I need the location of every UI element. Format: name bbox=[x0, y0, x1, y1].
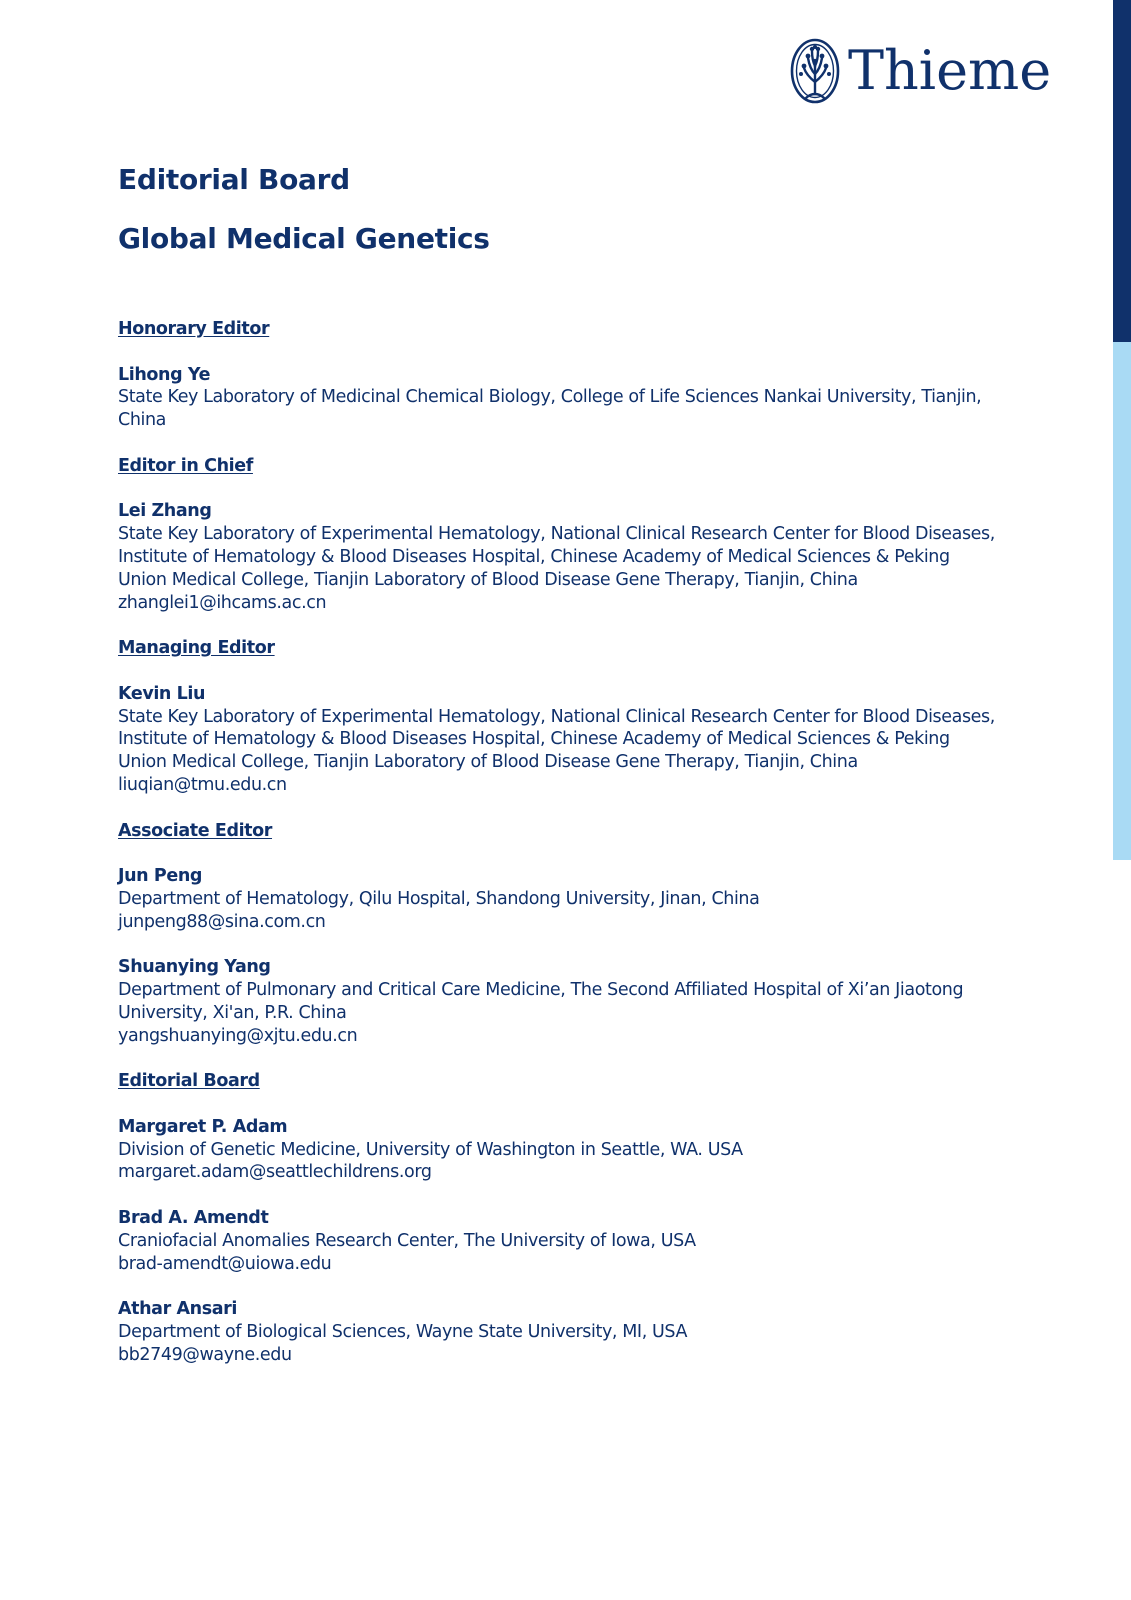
section-editor-in-chief bbox=[118, 455, 998, 615]
section-heading: Managing Editor bbox=[118, 638, 275, 659]
person-email-link[interactable]: junpeng88@sina.com.cn bbox=[118, 911, 326, 932]
person-entry bbox=[118, 364, 998, 432]
publisher-logo bbox=[790, 36, 1051, 106]
page-title: Editorial Board bbox=[118, 163, 350, 196]
person-email-link[interactable]: liuqian@tmu.edu.cn bbox=[118, 774, 287, 795]
side-accent-bar-dark bbox=[1113, 0, 1131, 342]
person-name: Lei Zhang bbox=[118, 501, 212, 522]
person-entry bbox=[118, 1116, 998, 1184]
person-affiliation: State Key Laboratory of Medicinal Chemical Biology, College of Life Sciences Nankai University, Tianjin, China bbox=[118, 387, 982, 431]
person-entry bbox=[118, 500, 998, 614]
person-name: Jun Peng bbox=[118, 866, 203, 887]
section-managing-editor bbox=[118, 637, 998, 797]
person-email-link[interactable]: bb2749@wayne.edu bbox=[118, 1344, 292, 1365]
publisher-wordmark: Thieme bbox=[848, 39, 1052, 102]
person-affiliation: Division of Genetic Medicine, University of Washington in Seattle, WA. USA bbox=[118, 1139, 743, 1160]
person-entry bbox=[118, 1207, 998, 1275]
person-affiliation: Craniofacial Anomalies Research Center, The University of Iowa, USA bbox=[118, 1230, 696, 1251]
editorial-board-list bbox=[118, 318, 998, 1389]
section-heading: Associate Editor bbox=[118, 820, 273, 841]
person-affiliation: Department of Pulmonary and Critical Care Medicine, The Second Affiliated Hospital of Xi’an Jiaotong University, Xi'an, P.R. China bbox=[118, 980, 964, 1023]
person-email-link[interactable]: brad-amendt@uiowa.edu bbox=[118, 1253, 332, 1274]
person-name: Shuanying Yang bbox=[118, 957, 271, 978]
section-heading: Editorial Board bbox=[118, 1071, 260, 1092]
person-name: Lihong Ye bbox=[118, 364, 211, 385]
person-affiliation: State Key Laboratory of Experimental Hematology, National Clinical Research Center for Blood Diseases, Institute of Hematology & Blood Diseases Hospital, Chinese Academy of Medical Sciences & Peking Union Medical College, Tianjin Laboratory of Blood Disease Gene Therapy, Tianjin, China bbox=[118, 706, 995, 773]
side-accent-bar-light bbox=[1113, 342, 1131, 860]
person-entry bbox=[118, 683, 998, 797]
person-name: Athar Ansari bbox=[118, 1299, 237, 1320]
section-honorary-editor bbox=[118, 318, 998, 432]
section-associate-editor bbox=[118, 820, 998, 1048]
section-editorial-board bbox=[118, 1070, 998, 1366]
person-name: Margaret P. Adam bbox=[118, 1116, 288, 1137]
person-email-link[interactable]: zhanglei1@ihcams.ac.cn bbox=[118, 592, 327, 613]
journal-title: Global Medical Genetics bbox=[118, 222, 490, 255]
person-affiliation: State Key Laboratory of Experimental Hematology, National Clinical Research Center for Blood Diseases, Institute of Hematology & Blood Diseases Hospital, Chinese Academy of Medical Sciences & Peking Union Medical College, Tianjin Laboratory of Blood Disease Gene Therapy, Tianjin, China bbox=[118, 524, 995, 590]
section-heading: Editor in Chief bbox=[118, 455, 253, 476]
section-heading: Honorary Editor bbox=[118, 319, 270, 339]
person-name: Kevin Liu bbox=[118, 683, 206, 704]
page-titles bbox=[118, 160, 490, 259]
person-email-link[interactable]: yangshuanying@xjtu.edu.cn bbox=[118, 1025, 358, 1046]
tree-emblem-icon bbox=[790, 38, 840, 104]
person-entry bbox=[118, 956, 998, 1047]
person-email-link[interactable]: margaret.adam@seattlechildrens.org bbox=[118, 1162, 432, 1183]
person-entry bbox=[118, 1298, 998, 1366]
person-name: Brad A. Amendt bbox=[118, 1208, 269, 1229]
person-affiliation: Department of Biological Sciences, Wayne State University, MI, USA bbox=[118, 1322, 688, 1343]
person-entry bbox=[118, 865, 998, 933]
person-affiliation: Department of Hematology, Qilu Hospital, Shandong University, Jinan, China bbox=[118, 888, 760, 909]
